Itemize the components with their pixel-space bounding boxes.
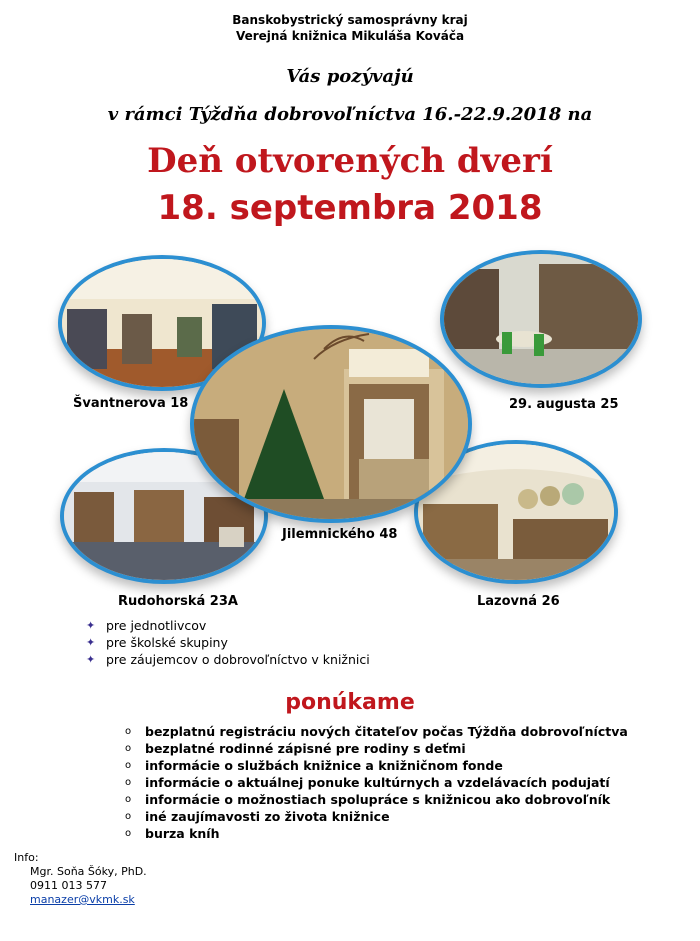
offer-item: o informácie o aktuálnej ponuke kultúrnych a vzdelávacích podujatí [123, 774, 683, 791]
organizer-library: Verejná knižnica Mikuláša Kováča [235, 29, 465, 43]
audience-item: ✦ pre jednotlivcov [86, 617, 606, 634]
photo-29-augusta [440, 250, 642, 388]
caption-svantnerova: Švantnerova 18 [73, 396, 189, 411]
offer-item: o informácie o službách knižnice a knižničnom fonde [123, 757, 683, 774]
offer-list [123, 723, 683, 842]
event-title: Deň otvorených dverí [147, 141, 553, 181]
organizer-region: Banskobystrický samosprávny kraj [232, 13, 468, 27]
invite-line-2: v rámci Týždňa dobrovoľníctva 16.-22.9.2018 na [107, 104, 593, 125]
caption-jilemnickeho: Jilemnického 48 [282, 527, 398, 542]
contact-name: Mgr. Soňa Šóky, PhD. [30, 865, 147, 878]
contact-email-link[interactable]: manazer@vkmk.sk [30, 893, 135, 906]
offer-item: o bezplatnú registráciu nových čitateľov počas Týždňa dobrovoľníctva [123, 723, 683, 740]
caption-rudohorska: Rudohorská 23A [118, 594, 238, 609]
audience-item: ✦ pre záujemcov o dobrovoľníctvo v knižnici [86, 651, 606, 668]
offer-item: o burza kníh [123, 825, 683, 842]
offer-heading: ponúkame [285, 690, 415, 715]
photo-jilemnickeho [190, 325, 472, 523]
contact-phone: 0911 013 577 [30, 879, 107, 892]
contact-label: Info: [14, 851, 39, 864]
audience-item: ✦ pre školské skupiny [86, 634, 606, 651]
caption-29-augusta: 29. augusta 25 [509, 397, 619, 412]
audience-list [86, 617, 606, 668]
caption-lazovna: Lazovná 26 [477, 594, 560, 609]
offer-item: o iné zaujímavosti zo života knižnice [123, 808, 683, 825]
invite-line-1: Vás pozývajú [286, 66, 414, 87]
offer-item: o bezplatné rodinné zápisné pre rodiny s deťmi [123, 740, 683, 757]
offer-item: o informácie o možnostiach spolupráce s knižnicou ako dobrovoľník [123, 791, 683, 808]
event-date: 18. septembra 2018 [157, 188, 543, 228]
